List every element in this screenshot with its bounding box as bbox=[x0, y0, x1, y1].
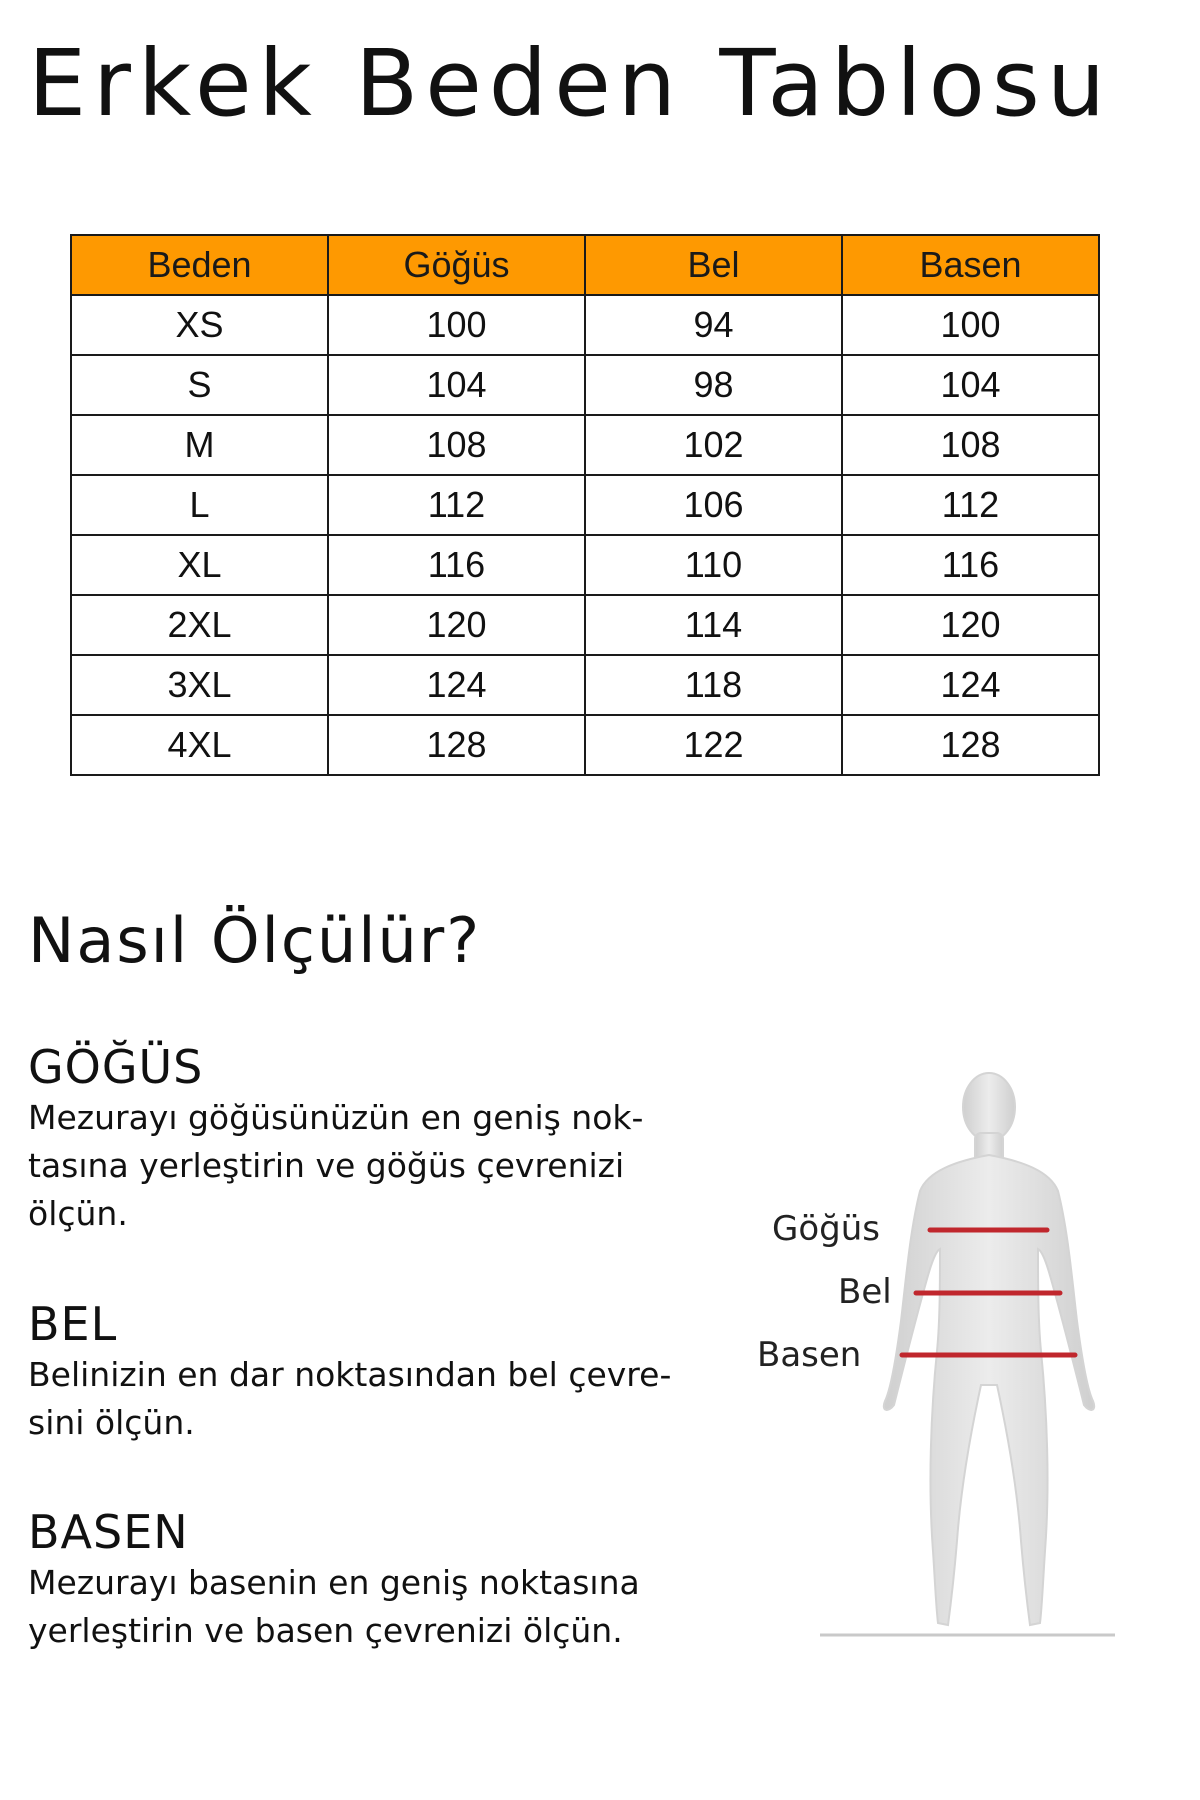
cell-waist: 102 bbox=[585, 415, 842, 475]
hip-figure-label: Basen bbox=[757, 1335, 862, 1375]
chest-section bbox=[28, 1040, 728, 1238]
cell-waist: 106 bbox=[585, 475, 842, 535]
cell-hip: 112 bbox=[842, 475, 1099, 535]
hip-heading: BASEN bbox=[28, 1505, 189, 1559]
cell-waist: 114 bbox=[585, 595, 842, 655]
waist-figure-label: Bel bbox=[838, 1272, 892, 1312]
cell-size: XS bbox=[71, 295, 328, 355]
cell-chest: 128 bbox=[328, 715, 585, 775]
cell-chest: 120 bbox=[328, 595, 585, 655]
cell-size: 4XL bbox=[71, 715, 328, 775]
chest-description bbox=[28, 1094, 728, 1238]
cell-size: 2XL bbox=[71, 595, 328, 655]
cell-waist: 122 bbox=[585, 715, 842, 775]
table-row bbox=[71, 475, 1099, 535]
waist-description-line: Belinizin en dar noktasından bel çevre- bbox=[28, 1355, 672, 1394]
cell-size: M bbox=[71, 415, 328, 475]
cell-size: L bbox=[71, 475, 328, 535]
cell-waist: 94 bbox=[585, 295, 842, 355]
header-beden: Beden bbox=[71, 235, 328, 295]
how-to-measure-title: Nasıl Ölçülür? bbox=[28, 904, 482, 977]
cell-hip: 108 bbox=[842, 415, 1099, 475]
hip-description-line: yerleştirin ve basen çevrenizi ölçün. bbox=[28, 1611, 623, 1650]
waist-description-line: sini ölçün. bbox=[28, 1403, 195, 1442]
cell-chest: 112 bbox=[328, 475, 585, 535]
cell-size: XL bbox=[71, 535, 328, 595]
table-row bbox=[71, 355, 1099, 415]
cell-chest: 116 bbox=[328, 535, 585, 595]
cell-hip: 116 bbox=[842, 535, 1099, 595]
header-bel: Bel bbox=[585, 235, 842, 295]
cell-size: S bbox=[71, 355, 328, 415]
waist-section bbox=[28, 1297, 728, 1447]
cell-hip: 104 bbox=[842, 355, 1099, 415]
cell-waist: 110 bbox=[585, 535, 842, 595]
table-row bbox=[71, 715, 1099, 775]
cell-chest: 108 bbox=[328, 415, 585, 475]
cell-chest: 100 bbox=[328, 295, 585, 355]
waist-heading: BEL bbox=[28, 1297, 118, 1351]
table-row bbox=[71, 535, 1099, 595]
cell-chest: 124 bbox=[328, 655, 585, 715]
hip-section bbox=[28, 1505, 728, 1655]
chest-description-line: ölçün. bbox=[28, 1194, 128, 1233]
table-row bbox=[71, 655, 1099, 715]
cell-hip: 124 bbox=[842, 655, 1099, 715]
table-row bbox=[71, 595, 1099, 655]
waist-description bbox=[28, 1351, 728, 1447]
header-gogus: Göğüs bbox=[328, 235, 585, 295]
page-title: Erkek Beden Tablosu bbox=[28, 30, 1113, 137]
chest-figure-label: Göğüs bbox=[772, 1209, 880, 1249]
cell-hip: 100 bbox=[842, 295, 1099, 355]
body-silhouette bbox=[884, 1073, 1094, 1625]
cell-size: 3XL bbox=[71, 655, 328, 715]
size-table bbox=[70, 234, 1100, 776]
cell-hip: 128 bbox=[842, 715, 1099, 775]
header-basen: Basen bbox=[842, 235, 1099, 295]
table-row bbox=[71, 415, 1099, 475]
hip-description-line: Mezurayı basenin en geniş noktasına bbox=[28, 1563, 640, 1602]
table-row bbox=[71, 295, 1099, 355]
chest-description-line: tasına yerleştirin ve göğüs çevrenizi bbox=[28, 1146, 625, 1185]
body-measurement-figure bbox=[757, 1055, 1180, 1655]
cell-waist: 98 bbox=[585, 355, 842, 415]
hip-description bbox=[28, 1559, 728, 1655]
table-header-row bbox=[71, 235, 1099, 295]
chest-heading: GÖĞÜS bbox=[28, 1040, 204, 1094]
cell-hip: 120 bbox=[842, 595, 1099, 655]
chest-description-line: Mezurayı göğüsünüzün en geniş nok- bbox=[28, 1098, 644, 1137]
cell-waist: 118 bbox=[585, 655, 842, 715]
cell-chest: 104 bbox=[328, 355, 585, 415]
